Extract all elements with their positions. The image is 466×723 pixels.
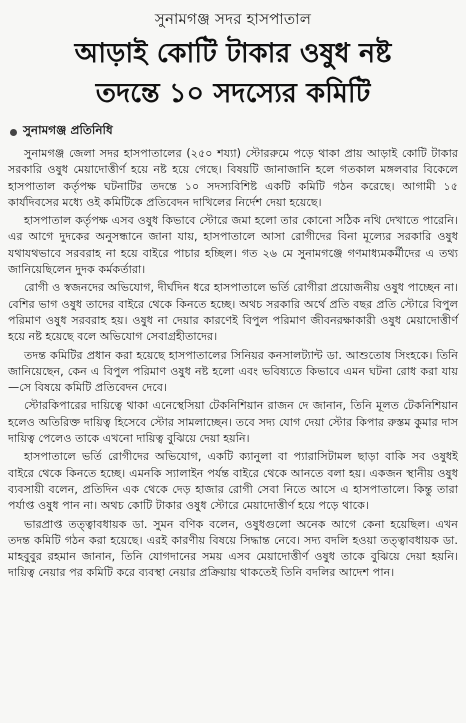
paragraph: রোগী ও স্বজনদের অভিযোগ, দীর্ঘদিন ধরে হাসপাতালে ভর্তি রোগীরা প্রয়োজনীয় ওষুধ পাচ্ছেন না। বেশির ভাগ ওষুধ তাদের বাইরে থেকে কিনতে হচ্ছে। অথচ সরকারি অর্থে প্রতি বছর প্রতি স্টোরে বিপুল পরিমাণ ওষুধ সরবরাহ হয়। ওষুধ না দেয়ার কারণেই বিপুল পরিমাণ জীবনরক্ষাকারী ওষুধ মেয়াদোত্তীর্ণ হয়ে নষ্ট হয়েছে বলে অভিযোগ সেবাগ্রহীতাদের। [8,281,458,344]
paragraph: স্টোরকিপারের দায়িত্বে থাকা এনেস্থেসিয়া টেকনিশিয়ান রাজন দে জানান, তিনি মূলত টেকনিশিয়ান হলেও অতিরিক্ত দায়িত্ব হিসেবে স্টোর সামলাচ্ছেন। তবে সদ্য যোগ দেয়া স্টোর কিপার রুস্তম কুমার দাস দায়িত্ব পেলেও তাকে এখনো দায়িত্ব বুঝিয়ে দেয়া হয়নি। [8,399,458,446]
paragraph: তদন্ত কমিটির প্রধান করা হয়েছে হাসপাতালের সিনিয়র কনসালট্যান্ট ডা. আশুতোষ সিংহকে। তিনি জানিয়েছেন, কেন এ বিপুল পরিমাণ ওষুধ নষ্ট হলো এবং ভবিষ্যতে কিভাবে এমন ঘটনা রোধ করা যায়—সে বিষয়ে কমিটি প্রতিবেদন দেবে। [8,348,458,395]
bullet-icon [10,129,17,136]
headline-line-2: তদন্তে ১০ সদস্যের কমিটি [95,78,371,109]
paragraph: হাসপাতাল কর্তৃপক্ষ এসব ওষুধ কিভাবে স্টোরে জমা হলো তার কোনো সঠিক নথি দেখাতে পারেনি। এর আগে দুদকের অনুসন্ধানে জানা যায়, হাসপাতালে আসা রোগীদের বিনা মূল্যের সরকারি ওষুধ যথাযথভাবে সরবরাহ না হয়ে বাইরে পাচার হচ্ছিল। গত ২৬ মে সুনামগঞ্জে গণমাধ্যমকর্মীদের এ তথ্য জানিয়েছিলেন দুদক কর্মকর্তারা। [8,214,458,277]
section-kicker: সুনামগঞ্জ সদর হাসপাতাল [154,10,312,28]
paragraph: ভারপ্রাপ্ত তত্ত্বাবধায়ক ডা. সুমন বণিক বলেন, ওষুধগুলো অনেক আগে কেনা হয়েছিল। এখন তদন্ত কমিটি গঠন করা হয়েছে। এরই কারণীয় বিষয়ে সিদ্ধান্ত নেবে। সদ্য বদলি হওয়া তত্ত্বাবধায়ক ডা. মাহবুবুর রহমান জানান, তিনি যোগদানের সময় এসব মেয়াদোত্তীর্ণ ওষুধ তাকে বুঝিয়ে দেয়া হয়নি। দায়িত্ব নেয়ার পর কমিটি করে ব্যবস্থা নেয়ার প্রক্রিয়ায় থাকতেই তিনি বদলির আদেশ পান। [8,517,458,580]
headline-line-1: আড়াই কোটি টাকার ওষুধ নষ্ট [74,38,392,69]
byline [10,122,458,142]
paragraph: হাসপাতালে ভর্তি রোগীদের অভিযোগ, একটি ক্যানুলা বা প্যারাসিটামল ছাড়া বাকি সব ওষুধই বাইরে থেকে কিনতে হচ্ছে। এমনকি স্যালাইন পর্যন্ত বাইরে থেকে আনতে বলা হয়। একজন স্থানীয় ওষুধ ব্যবসায়ী বলেন, প্রতিদিন এক থেকে দেড় হাজার রোগী সেবা নিতে আসে এ হাসপাতালে। কিন্তু তারা পর্যাপ্ত ওষুধ পান না। অথচ কোটি টাকার ওষুধ স্টোরে মেয়াদোত্তীর্ণ হয়ে পড়ে থাকে। [8,450,458,513]
paragraph: সুনামগঞ্জ জেলা সদর হাসপাতালের (২৫০ শয্যা) স্টোররুমে পড়ে থাকা প্রায় আড়াই কোটি টাকার সরকারি ওষুধ মেয়াদোত্তীর্ণ হয়ে নষ্ট হয়ে গেছে। বিষয়টি জানাজানি হলে গতকাল মঙ্গলবার বিকেলে হাসপাতাল কর্তৃপক্ষ ঘটনাটির তদন্তে ১০ সদস্যবিশিষ্ট একটি কমিটি গঠন করেছে। আগামী ১৫ কার্যদিবসের মধ্যে ওই কমিটিকে প্রতিবেদন দাখিলের নির্দেশ দেয়া হয়েছে। [8,147,458,209]
headline [8,34,458,114]
article-body [8,146,458,582]
byline-text: সুনামগঞ্জ প্রতিনিধি [23,123,113,137]
